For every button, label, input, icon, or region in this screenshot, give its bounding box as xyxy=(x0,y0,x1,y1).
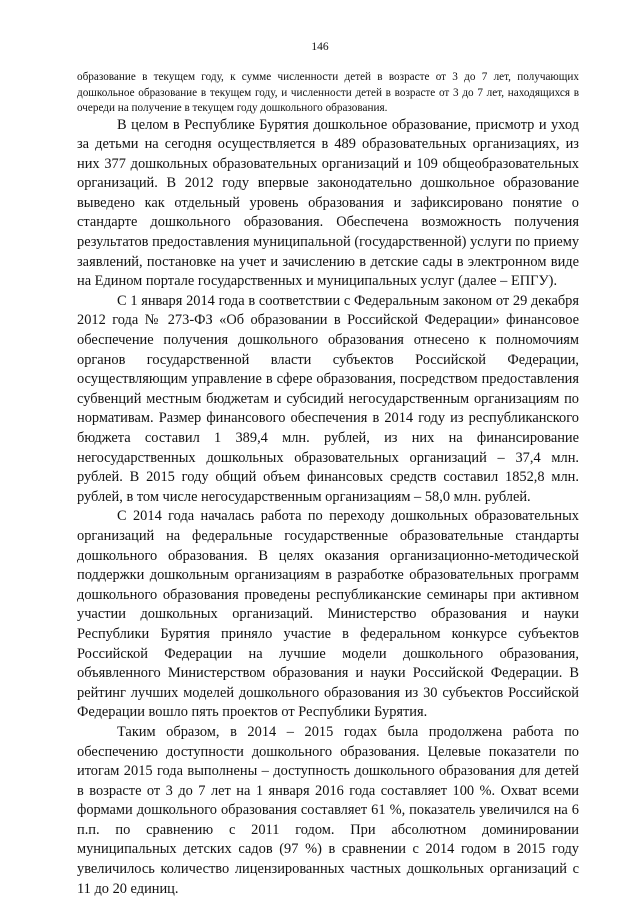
paragraph-1: В целом в Республике Бурятия дошкольное образование, присмотр и уход за детьми на сегодня осуществляется в 489 образовательных организациях, из них 377 дошкольных образовательных организаций и 109 общеобразовательных организаций. В 2012 году впервые законодательно дошкольное образование выведено как отдельный уровень образования и зафиксировано понятие о стандарте дошкольного образования. Обеспечена возможность получения результатов предоставления муниципальной (государственной) услуги по приему заявлений, постановке на учет и зачислению в детские сады в электронном виде на Едином портале государственных и муниципальных услуг (далее – ЕПГУ). xyxy=(77,116,580,290)
footnote-continuation xyxy=(77,70,579,117)
body-text xyxy=(77,116,579,900)
paragraph-4: Таким образом, в 2014 – 2015 годах была продолжена работа по обеспечению доступности дошкольного образования. Целевые показатели по итогам 2015 года выполнены – доступность дошкольного образования для детей в возрасте от 3 до 7 лет на 1 января 2016 года составляет 100 %. Охват всеми формами дошкольного образования составляет 61 %, показатель увеличился на 6 п.п. по сравнению с 2011 годом. При абсолютном доминировании муниципальных детских садов (97 %) в сравнении с 2014 годом в 2015 году увеличилось количество лицензированных частных дошкольных организаций с 11 до 20 единиц. xyxy=(77,723,579,897)
page-number: 146 xyxy=(311,41,329,53)
paragraph-3: С 2014 года началась работа по переходу дошкольных образовательных организаций на федеральные государственные образовательные стандарты дошкольного образования. В целях оказания организационно-методической поддержки дошкольным организациям в разработке образовательных программ дошкольного образования проведены республиканские семинары при активном участии дошкольных организаций. Министерство образования и науки Республики Бурятия приняло участие в федеральном конкурсе субъектов Российской Федерации на лучшие модели дошкольного образования, объявленного Министерством образования и науки Российской Федерации. В рейтинг лучших моделей дошкольного образования из 30 субъектов Российской Федерации вошло пять проектов от Республики Бурятия. xyxy=(77,508,579,721)
footnote-text: образование в текущем году, к сумме численности детей в возрасте от 3 до 7 лет, получающих дошкольное образование в текущем году, и численности детей в возрасте от 3 до 7 лет, находящихся в очереди на получение в текущем году дошкольного образования. xyxy=(77,71,579,114)
paragraph-2: С 1 января 2014 года в соответствии с Федеральным законом от 29 декабря 2012 года № 273-ФЗ «Об образовании в Российской Федерации» финансовое обеспечение получения дошкольного образования отнесено к полномочиям органов государственной власти субъектов Российской Федерации, осуществляющим управление в сфере образования, посредством предоставления субвенций местным бюджетам и субсидий негосударственным организациям по нормативам. Размер финансового обеспечения в 2014 году из республиканского бюджета составил 1 389,4 млн. рублей, из них на финансирование негосударственных дошкольных образовательных организаций – 37,4 млн. рублей. В 2015 году общий объем финансовых средств составил 1852,8 млн. рублей, в том числе негосударственным организациям – 58,0 млн. рублей. xyxy=(77,292,579,505)
